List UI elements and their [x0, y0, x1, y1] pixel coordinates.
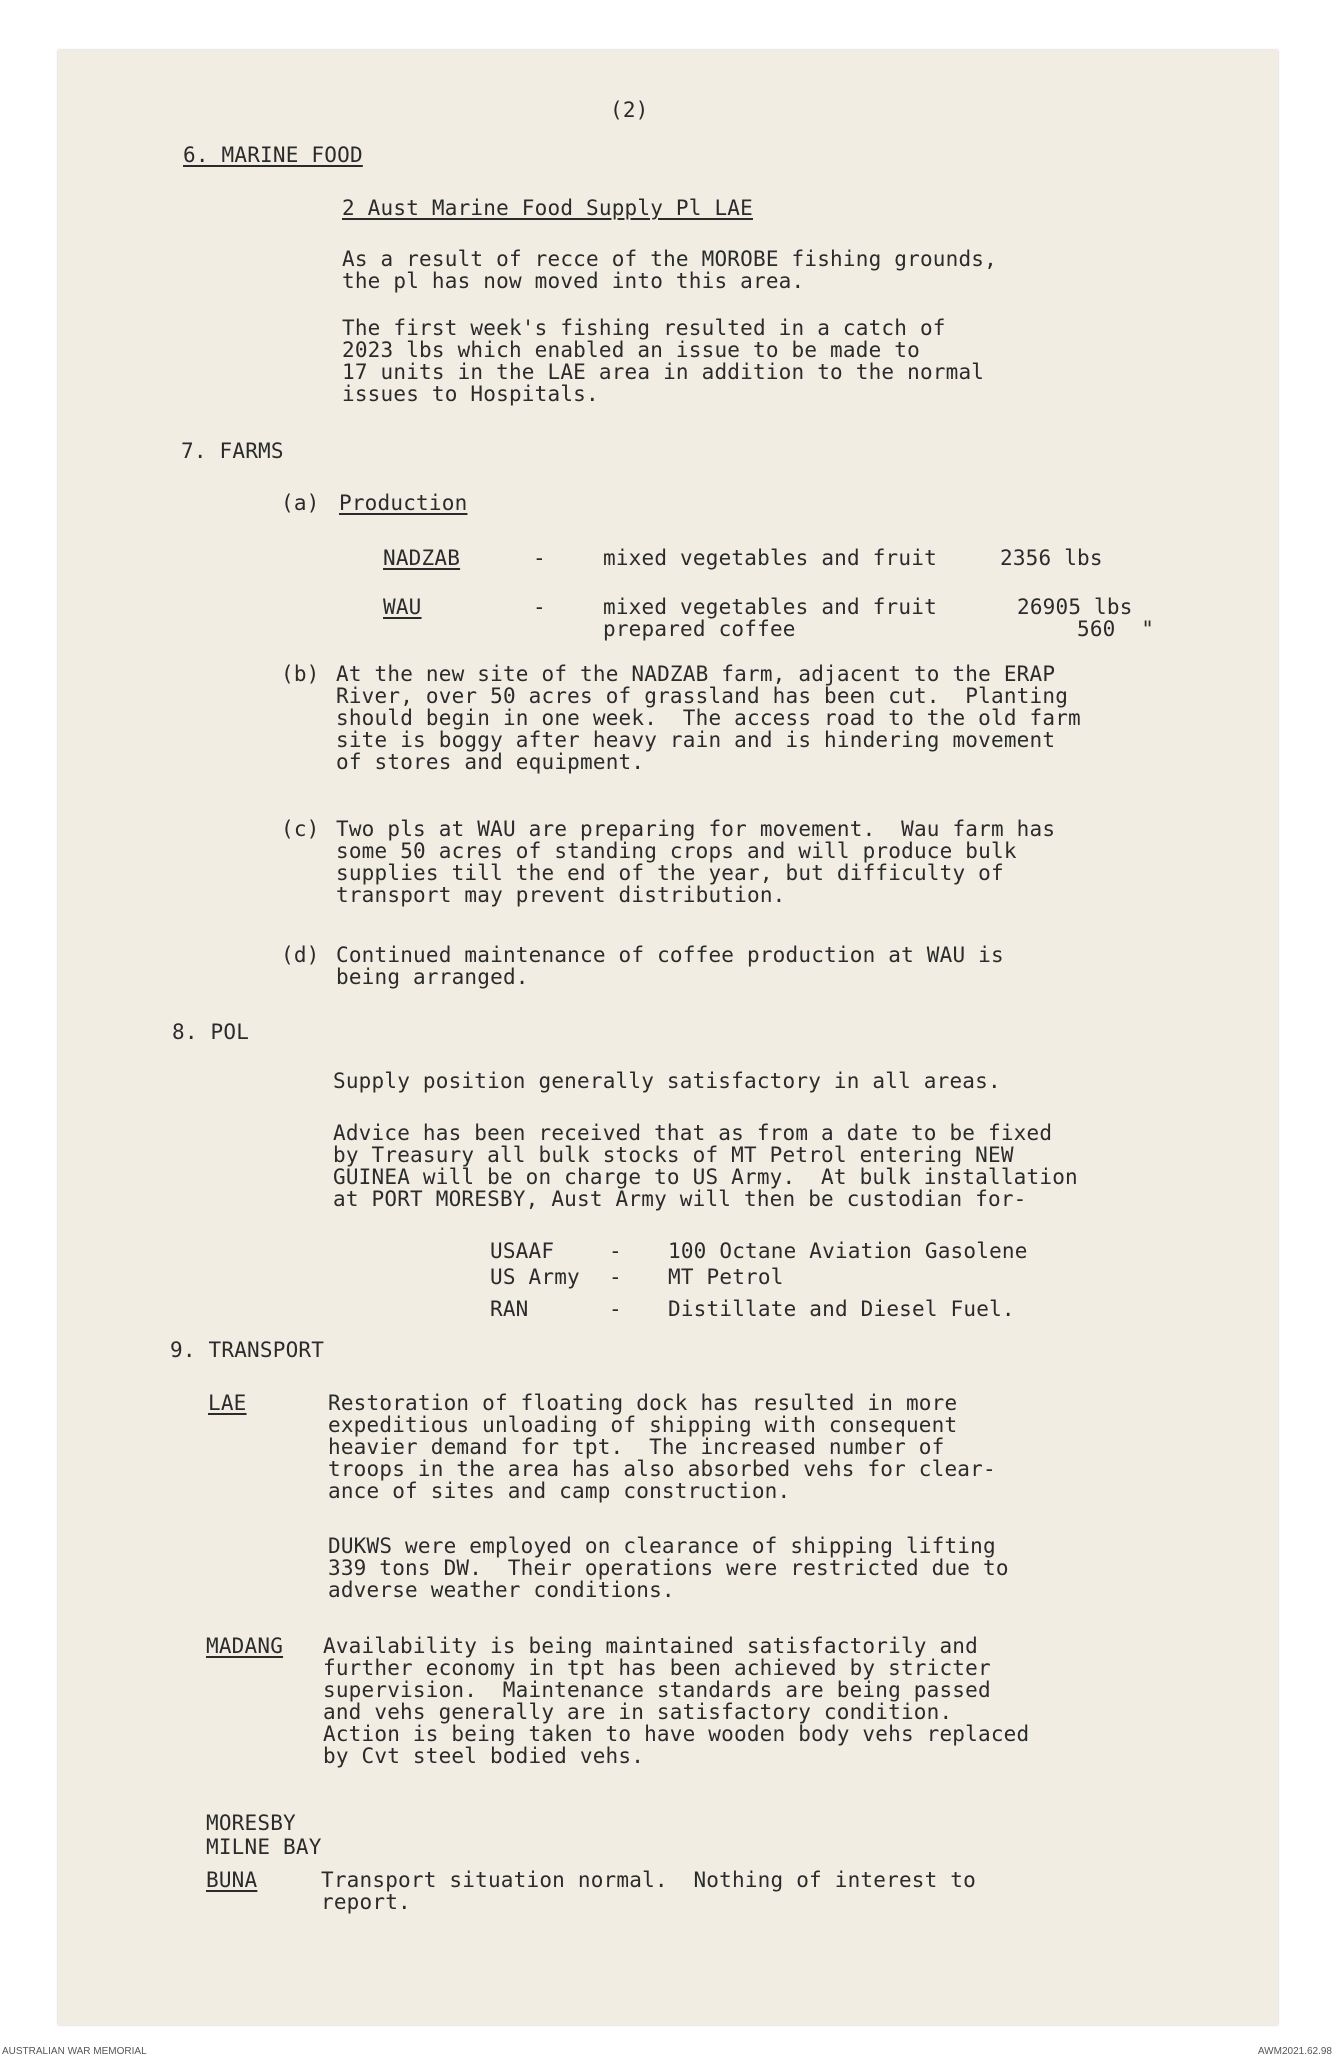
- farms-b-line3: should begin in one week. The access road to the old farm: [336, 706, 1081, 730]
- transport-madang-label: MADANG: [206, 1634, 284, 1658]
- page-number: (2): [610, 98, 649, 122]
- transport-lae-p2-line2: 339 tons DW. Their operations were restricted due to: [328, 1556, 1009, 1580]
- farms-a-title: Production: [339, 491, 468, 515]
- pol-para1: Supply position generally satisfactory in all areas.: [333, 1069, 1001, 1093]
- section-heading-transport: 9. TRANSPORT: [170, 1338, 325, 1362]
- transport-madang-line6: by Cvt steel bodied vehs.: [323, 1744, 645, 1768]
- pol-list-what: 100 Octane Aviation Gasolene: [668, 1239, 1028, 1263]
- farms-a-label: (a): [281, 491, 320, 515]
- marine-food-subheading: 2 Aust Marine Food Supply Pl LAE: [342, 196, 753, 220]
- farms-c-line2: some 50 acres of standing crops and will produce bulk: [336, 839, 1017, 863]
- farms-b-line5: of stores and equipment.: [336, 750, 645, 774]
- production-row-place: WAU: [383, 595, 422, 619]
- pol-para2-line3: GUINEA will be on charge to US Army. At bulk installation: [333, 1165, 1078, 1189]
- pol-para2-line2: by Treasury all bulk stocks of MT Petrol entering NEW: [333, 1143, 1014, 1167]
- pol-para2-line1: Advice has been received that as from a date to be fixed: [333, 1121, 1053, 1145]
- transport-milne-bay-label: MILNE BAY: [206, 1835, 322, 1859]
- pol-list-what: MT Petrol: [668, 1265, 784, 1289]
- transport-madang-line1: Availability is being maintained satisfactorily and: [323, 1634, 978, 1658]
- transport-madang-line4: and vehs generally are in satisfactory condition.: [323, 1700, 953, 1724]
- transport-lae-p1-line4: troops in the area has also absorbed vehs for clear-: [328, 1457, 996, 1481]
- production-row-item: prepared coffee: [603, 617, 796, 641]
- pol-list-dash: -: [609, 1297, 622, 1321]
- pol-list-what: Distillate and Diesel Fuel.: [668, 1297, 1015, 1321]
- transport-lae-p1-line1: Restoration of floating dock has resulted in more: [328, 1391, 958, 1415]
- transport-lae-p2-line3: adverse weather conditions.: [328, 1578, 675, 1602]
- farms-d-line2: being arranged.: [336, 965, 529, 989]
- pol-list-who: RAN: [490, 1297, 529, 1321]
- pol-list-who: US Army: [490, 1265, 580, 1289]
- farms-d-line1: Continued maintenance of coffee production at WAU is: [336, 943, 1004, 967]
- transport-madang-line5: Action is being taken to have wooden body vehs replaced: [323, 1722, 1030, 1746]
- farms-b-label: (b): [281, 662, 320, 686]
- marine-food-para1-line1: As a result of recce of the MOROBE fishing grounds,: [342, 247, 997, 271]
- transport-buna-label: BUNA: [206, 1868, 258, 1892]
- pol-para2-line4: at PORT MORESBY, Aust Army will then be custodian for-: [333, 1187, 1027, 1211]
- transport-lae-p2-line1: DUKWS were employed on clearance of shipping lifting: [328, 1534, 996, 1558]
- section-heading-marine-food: 6. MARINE FOOD: [183, 143, 363, 167]
- pol-list-dash: -: [609, 1265, 622, 1289]
- marine-food-para2-line2: 2023 lbs which enabled an issue to be made to: [342, 338, 920, 362]
- marine-food-para1-line2: the pl has now moved into this area.: [342, 269, 805, 293]
- pol-list-dash: -: [609, 1239, 622, 1263]
- transport-madang-line2: further economy in tpt has been achieved by stricter: [323, 1656, 991, 1680]
- pol-list-who: USAAF: [490, 1239, 555, 1263]
- farms-c-line4: transport may prevent distribution.: [336, 883, 786, 907]
- production-row-qty: 560 ": [1077, 617, 1155, 641]
- marine-food-para2-line1: The first week's fishing resulted in a catch of: [342, 316, 946, 340]
- transport-lae-p1-line3: heavier demand for tpt. The increased number of: [328, 1435, 945, 1459]
- production-row-item: mixed vegetables and fruit: [603, 595, 937, 619]
- footer-archive-name: AUSTRALIAN WAR MEMORIAL: [2, 2046, 147, 2057]
- production-row-dash: -: [533, 546, 546, 570]
- transport-lae-p1-line5: ance of sites and camp construction.: [328, 1479, 791, 1503]
- farms-b-line2: River, over 50 acres of grassland has been cut. Planting: [336, 684, 1069, 708]
- farms-c-line3: supplies till the end of the year, but difficulty of: [336, 861, 1004, 885]
- section-heading-pol: 8. POL: [172, 1020, 250, 1044]
- farms-c-line1: Two pls at WAU are preparing for movement. Wau farm has: [336, 817, 1056, 841]
- production-row-qty: 26905 lbs: [1017, 595, 1133, 619]
- transport-madang-line3: supervision. Maintenance standards are being passed: [323, 1678, 991, 1702]
- farms-b-line1: At the new site of the NADZAB farm, adjacent to the ERAP: [336, 662, 1056, 686]
- farms-d-label: (d): [281, 943, 320, 967]
- farms-b-line4: site is boggy after heavy rain and is hindering movement: [336, 728, 1056, 752]
- transport-lae-p1-line2: expeditious unloading of shipping with consequent: [328, 1413, 958, 1437]
- marine-food-para2-line3: 17 units in the LAE area in addition to the normal: [342, 360, 985, 384]
- farms-c-label: (c): [281, 817, 320, 841]
- production-row-qty: 2356 lbs: [1000, 546, 1103, 570]
- section-heading-farms: 7. FARMS: [181, 439, 284, 463]
- production-row-place: NADZAB: [383, 546, 461, 570]
- footer-item-number: AWM2021.62.98: [1257, 2046, 1332, 2057]
- transport-other-line1: Transport situation normal. Nothing of interest to: [321, 1868, 976, 1892]
- marine-food-para2-line4: issues to Hospitals.: [342, 382, 599, 406]
- production-row-dash: -: [533, 595, 546, 619]
- transport-other-line2: report.: [321, 1890, 411, 1914]
- transport-lae-label: LAE: [208, 1391, 247, 1415]
- production-row-item: mixed vegetables and fruit: [603, 546, 937, 570]
- transport-moresby-label: MORESBY: [206, 1811, 296, 1835]
